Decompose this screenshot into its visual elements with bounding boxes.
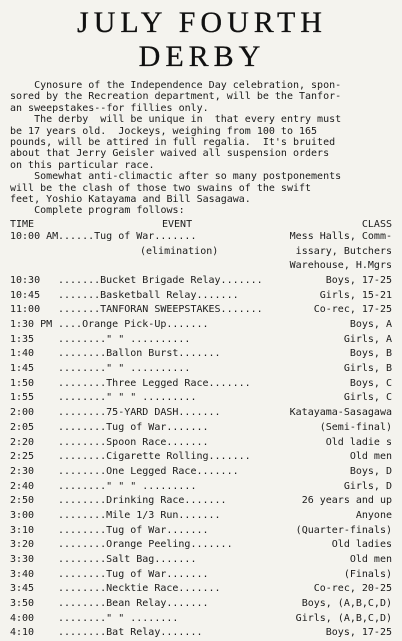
event-name: ........Tug of War....... [58,568,209,580]
event-class: Girls, D [343,480,392,492]
header-event: EVENT [162,218,193,230]
program-row [10,568,394,583]
event-name: .......TANFORAN SWEEPSTAKES....... [58,304,263,316]
program-row [10,494,394,509]
event-name: (elimination) [140,245,219,257]
event-class: Co-rec, 20-25 [313,583,392,595]
program-row [10,626,394,641]
event-class: Old ladie s [325,436,392,448]
event-time: 1:30 PM [10,319,53,330]
program-row-continuation [10,259,394,274]
event-name: ........Mile 1/3 Run....... [58,509,221,521]
intro-line: an sweepstakes--for fillies only. [10,102,209,114]
program-row [10,421,394,436]
event-class: Boys, D [349,465,392,477]
program-row [10,406,394,421]
event-time: 1:45 [10,363,35,375]
program-row [10,391,394,406]
program-row [10,480,394,495]
event-class: Girls, B [343,363,392,375]
event-class: Girls, (A,B,C,D) [295,612,392,624]
event-name: ....Orange Pick-Up....... [58,319,209,330]
event-time: 1:55 [10,392,35,404]
event-name: ........Salt Bag....... [58,554,197,565]
intro-line: Somewhat anti-climactic after so many postponements [10,171,342,183]
event-time: 3:40 [10,568,35,580]
event-class: Anyone [355,509,392,521]
program-row [10,597,394,612]
event-name: ........Tug of War....... [58,421,209,433]
event-name: ......Tug of War....... [58,230,197,242]
program-row [10,509,394,524]
program-row [10,612,394,627]
program-row [10,436,394,451]
event-name: ........" " " ......... [58,392,197,404]
event-class: Boys, C [349,377,392,389]
event-name: ........One Legged Race....... [58,465,239,477]
event-name: .......Basketball Relay....... [58,289,239,301]
intro-line: feet, Yoshio Katayama and Bill Sasagawa. [10,194,251,206]
event-class: Boys, (A,B,C,D) [301,598,392,610]
program-row [10,333,394,348]
event-class: Old ladies [331,539,392,551]
header-class: CLASS [361,218,392,230]
program-rows [10,230,394,641]
event-name: ........" " " ......... [58,480,197,492]
program-row [10,582,394,597]
intro-line: will be the clash of those two swains of the swift [10,182,312,194]
event-time: 4:10 [10,627,35,639]
event-time: 10:30 [10,274,41,286]
event-name: ........Cigarette Rolling....... [58,451,251,463]
event-time: 2:50 [10,495,35,507]
event-time: 2:25 [10,451,35,463]
program-row [10,230,394,245]
event-class: (Finals) [343,568,392,580]
event-time: 10:00 AM [10,230,59,242]
program-row [10,524,394,539]
event-name: ........Three Legged Race....... [58,377,251,389]
event-name: ........Tug of War....... [58,524,209,536]
intro-line: on this particular race. [10,159,155,171]
intro-line: The derby will be unique in that every entry must [10,114,342,126]
program-row [10,450,394,465]
intro-line: be 17 years old. Jockeys, weighing from 100 to 165 [10,125,318,137]
event-name: ........Drinking Race....... [58,495,227,507]
event-class: Co-rec, 17-25 [313,304,392,316]
program-row [10,377,394,392]
event-time: 3:10 [10,524,35,536]
event-name: ........75-YARD DASH....... [58,407,221,419]
event-name: ........" " ........ [58,612,179,624]
event-time: 4:00 [10,612,35,624]
event-time: 2:30 [10,465,35,477]
event-time: 3:30 [10,554,35,565]
event-time: 2:00 [10,407,35,419]
program-row [10,538,394,553]
intro-text [10,80,394,217]
program-row [10,362,394,377]
event-class: Katayama-Sasagawa [289,407,392,419]
event-class: Old men [349,451,392,463]
program-row [10,347,394,362]
intro-line: about that Jerry Geisler waived all suspension orders [10,148,330,160]
program-table [10,219,394,641]
event-class: Girls, 15-21 [319,289,392,301]
event-class: (Semi-final) [319,421,392,433]
page-title: JULY FOURTH DERBY [77,6,327,73]
event-time: 3:50 [10,598,35,610]
event-name: ........Bat Relay....... [58,627,203,639]
event-name: ........Necktie Race....... [58,583,221,595]
event-class: Boys, A [349,319,392,330]
event-class: Boys, B [349,348,392,360]
program-header-row [10,219,394,230]
event-time: 3:00 [10,509,35,521]
event-name: ........" " .......... [58,363,191,375]
event-time: 10:45 [10,289,41,301]
intro-line: pounds, will be attired in full regalia. It's bruited [10,137,336,149]
event-time: 3:45 [10,583,35,595]
event-time: 2:40 [10,480,35,492]
intro-line: Cynosure of the Independence Day celebration, spon- [10,80,342,91]
event-class: Girls, C [343,392,392,404]
event-time: 2:05 [10,421,35,433]
event-class: Girls, A [343,333,392,345]
event-time: 11:00 [10,304,41,316]
program-row [10,465,394,480]
event-name: .......Bucket Brigade Relay....... [58,274,263,286]
event-class: 26 years and up [301,495,392,507]
event-class: Old men [349,554,392,565]
event-class: Warehouse, H.Mgrs [289,260,392,272]
event-time: 3:20 [10,539,35,551]
event-name: ........" " .......... [58,333,191,345]
event-time: 1:40 [10,348,35,360]
event-time: 2:20 [10,436,35,448]
event-class: Boys, 17-25 [325,274,392,286]
event-class: Boys, 17-25 [325,627,392,639]
event-class: (Quarter-finals) [295,524,392,536]
program-row [10,318,394,333]
event-name: ........Ballon Burst....... [58,348,221,360]
intro-line: Complete program follows: [10,205,185,217]
intro-line: sored by the Recreation department, will be the Tanfor- [10,91,342,103]
program-row [10,553,394,568]
event-class: issary, Butchers [295,245,392,257]
program-row [10,289,394,304]
event-time: 1:35 [10,333,35,345]
event-class: Mess Halls, Comm- [289,230,392,242]
event-time: 1:50 [10,377,35,389]
program-row [10,303,394,318]
program-row-continuation [10,245,394,260]
header-time: TIME [10,218,35,230]
event-name: ........Bean Relay....... [58,598,209,610]
event-name: ........Orange Peeling....... [58,539,233,551]
event-name: ........Spoon Race....... [58,436,209,448]
program-row [10,274,394,289]
